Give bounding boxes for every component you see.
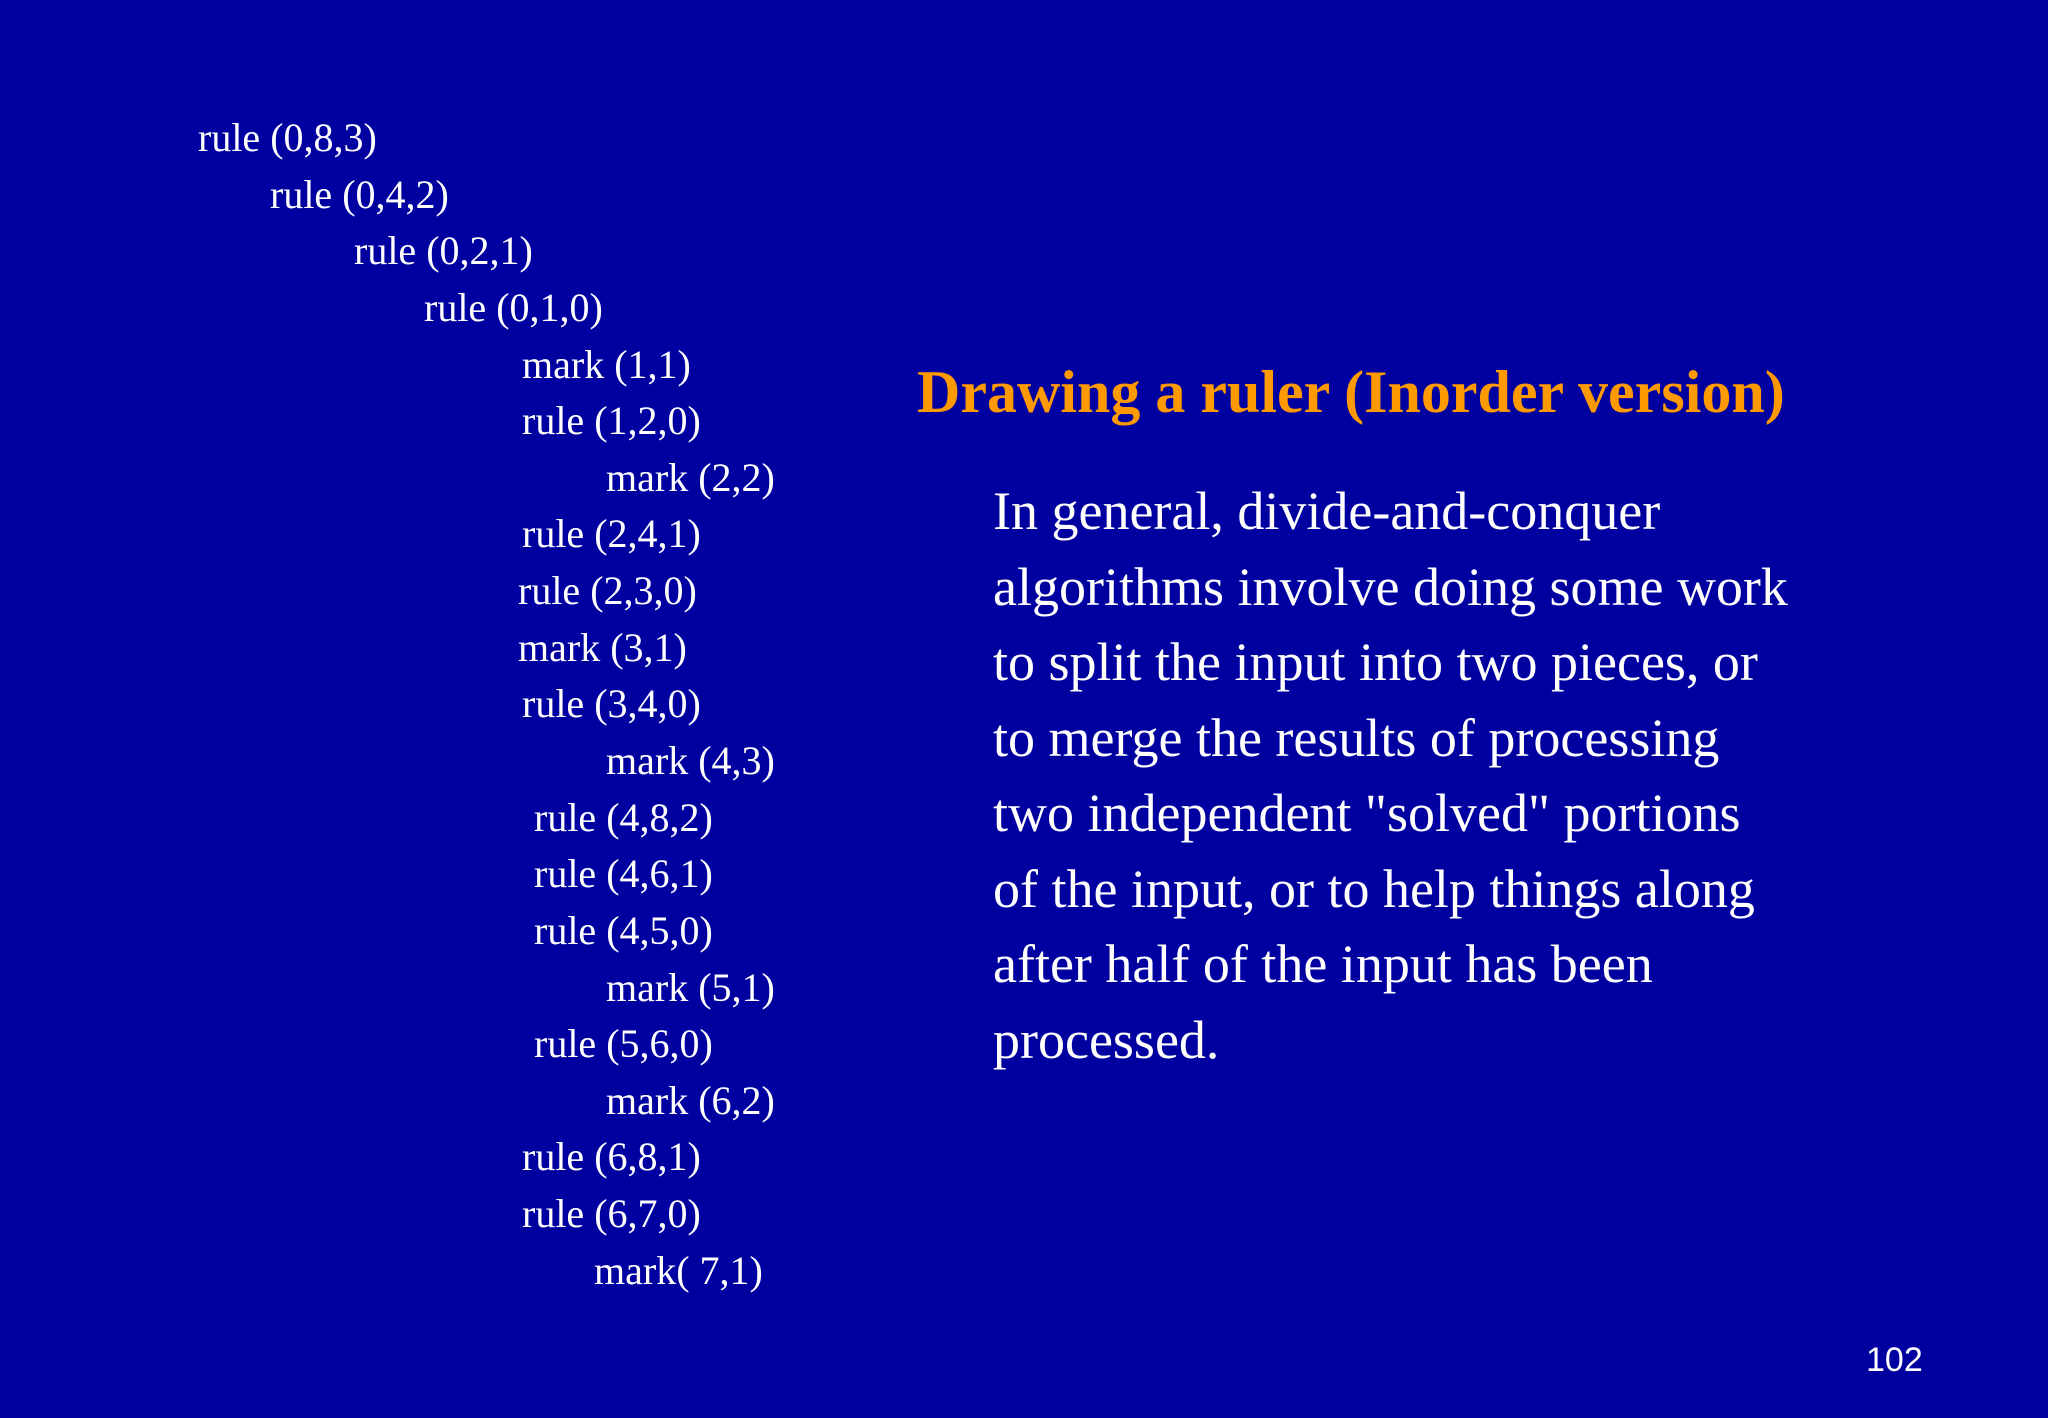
trace-line: rule (0,1,0) bbox=[424, 285, 603, 330]
trace-line: rule (4,6,1) bbox=[534, 851, 713, 896]
trace-line: rule (1,2,0) bbox=[522, 398, 701, 443]
trace-line: rule (0,8,3) bbox=[198, 115, 377, 160]
trace-line: mark( 7,1) bbox=[594, 1248, 763, 1293]
slide-title: Drawing a ruler (Inorder version) bbox=[917, 359, 1785, 425]
trace-line: rule (0,2,1) bbox=[354, 228, 533, 273]
trace-line: rule (4,5,0) bbox=[534, 908, 713, 953]
trace-line: rule (2,3,0) bbox=[518, 568, 697, 613]
body-line: processed. bbox=[993, 1009, 1220, 1070]
trace-line: rule (2,4,1) bbox=[522, 511, 701, 556]
trace-line: rule (6,8,1) bbox=[522, 1134, 701, 1179]
body-line: after half of the input has been bbox=[993, 934, 1653, 994]
trace-line: mark (2,2) bbox=[606, 455, 775, 500]
trace-line: mark (1,1) bbox=[522, 342, 691, 387]
body-line: In general, divide-and-conquer bbox=[993, 481, 1661, 541]
trace-line: mark (4,3) bbox=[606, 738, 775, 783]
trace-line: mark (3,1) bbox=[518, 625, 687, 670]
trace-line: mark (6,2) bbox=[606, 1078, 775, 1123]
body-line: to split the input into two pieces, or bbox=[993, 632, 1758, 692]
body-line: of the input, or to help things along bbox=[993, 858, 1755, 919]
page-number: 102 bbox=[1866, 1341, 1923, 1379]
trace-line: rule (3,4,0) bbox=[522, 681, 701, 726]
trace-line: rule (6,7,0) bbox=[522, 1191, 701, 1236]
body-paragraph bbox=[993, 474, 1993, 1078]
body-line: to merge the results of processing bbox=[993, 707, 1720, 768]
trace-line: rule (4,8,2) bbox=[534, 795, 713, 840]
body-line: algorithms involve doing some work bbox=[993, 556, 1788, 617]
trace-line: rule (0,4,2) bbox=[270, 172, 449, 217]
trace-line: mark (5,1) bbox=[606, 965, 775, 1010]
body-line: two independent "solved" portions bbox=[993, 783, 1741, 843]
trace-line: rule (5,6,0) bbox=[534, 1021, 713, 1066]
